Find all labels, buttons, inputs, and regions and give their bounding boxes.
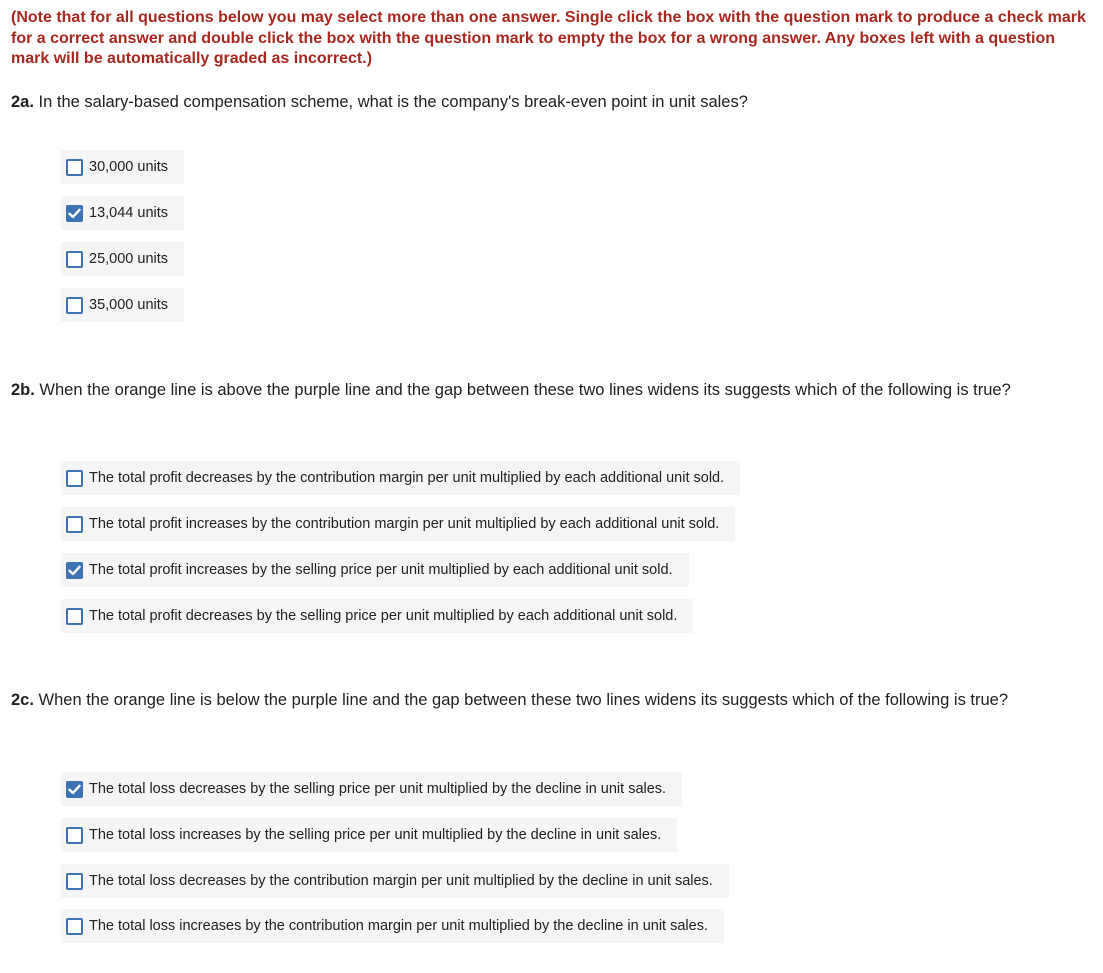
question-number: 2b. <box>11 381 35 399</box>
checkbox-checked-icon[interactable] <box>66 781 83 798</box>
checkbox-empty-icon[interactable] <box>66 297 83 314</box>
checkbox-empty-icon[interactable] <box>66 251 83 268</box>
checkbox-empty-icon[interactable] <box>66 516 83 533</box>
option-label: The total loss increases by the selling price per unit multiplied by the decline in unit sales. <box>89 827 662 843</box>
answer-option-2c-4[interactable] <box>61 909 724 943</box>
answer-option-2c-2[interactable] <box>61 818 677 852</box>
option-label: The total profit increases by the contribution margin per unit multiplied by each additional unit sold. <box>89 516 720 532</box>
answer-option-2a-4[interactable] <box>61 288 184 322</box>
question-number: 2c. <box>11 691 34 709</box>
checkbox-empty-icon[interactable] <box>66 873 83 890</box>
question-number: 2a. <box>11 93 34 111</box>
option-label: The total profit increases by the selling price per unit multiplied by each additional unit sold. <box>89 562 673 578</box>
question-2b <box>11 380 1081 401</box>
answer-option-2a-1[interactable] <box>61 150 184 184</box>
checkmark-icon <box>68 207 81 220</box>
checkbox-empty-icon[interactable] <box>66 470 83 487</box>
checkbox-empty-icon[interactable] <box>66 918 83 935</box>
option-label: The total profit decreases by the selling price per unit multiplied by each additional unit sold. <box>89 608 678 624</box>
answer-option-2c-1[interactable] <box>61 772 682 806</box>
checkbox-checked-icon[interactable] <box>66 205 83 222</box>
answer-option-2b-3[interactable] <box>61 553 689 587</box>
checkbox-empty-icon[interactable] <box>66 827 83 844</box>
question-2c <box>11 690 1081 711</box>
checkmark-icon <box>68 783 81 796</box>
question-text: When the orange line is above the purple line and the gap between these two lines widens its suggests which of the following is true? <box>34 381 1011 399</box>
checkbox-empty-icon[interactable] <box>66 159 83 176</box>
question-text: In the salary-based compensation scheme, what is the company's break-even point in unit sales? <box>33 93 748 111</box>
option-label: 35,000 units <box>89 297 169 313</box>
checkmark-icon <box>68 564 81 577</box>
option-label: The total loss decreases by the selling price per unit multiplied by the decline in unit sales. <box>89 781 667 797</box>
answer-option-2a-2[interactable] <box>61 196 184 230</box>
instructions-note: (Note that for all questions below you may select more than one answer. Single click the box with the question mark to produce a check mark for a correct answer and double click the box with the question mark to empty the box for a wrong answer. Any boxes left with a question mark will be automatically graded as incorrect.) <box>11 9 1086 67</box>
answer-option-2b-1[interactable] <box>61 461 740 495</box>
answer-option-2b-4[interactable] <box>61 599 693 633</box>
option-label: The total profit decreases by the contribution margin per unit multiplied by each additional unit sold. <box>89 470 725 486</box>
answer-option-2c-3[interactable] <box>61 864 729 898</box>
checkbox-checked-icon[interactable] <box>66 562 83 579</box>
option-label: The total loss increases by the contribution margin per unit multiplied by the decline in unit sales. <box>89 918 708 934</box>
option-label: 30,000 units <box>89 159 169 175</box>
checkbox-empty-icon[interactable] <box>66 608 83 625</box>
option-label: The total loss decreases by the contribution margin per unit multiplied by the decline in unit sales. <box>89 873 713 889</box>
option-label: 25,000 units <box>89 251 169 267</box>
option-label: 13,044 units <box>89 205 169 221</box>
answer-option-2b-2[interactable] <box>61 507 735 541</box>
answer-option-2a-3[interactable] <box>61 242 184 276</box>
question-text: When the orange line is below the purple line and the gap between these two lines widens its suggests which of the following is true? <box>33 691 1009 709</box>
question-2a <box>11 92 1081 113</box>
